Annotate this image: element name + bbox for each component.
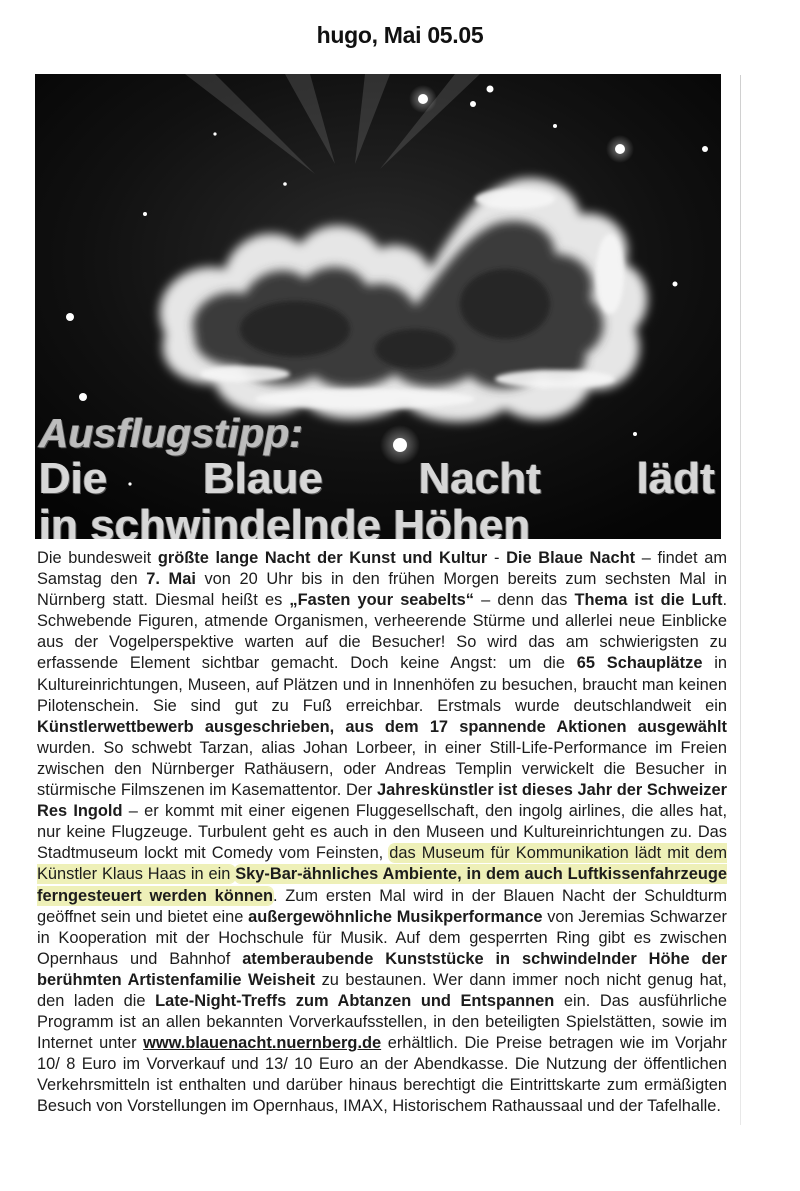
article-bold-text: Die Blaue Nacht — [506, 549, 636, 567]
article-text-run: erhältlich. Die Preise betragen wie im Vorjahr 10/ 8 Euro im Vorverkauf und 13/ 10 Euro an der Abendkasse. Die Nutzung der öffentlichen Verkehrsmitteln ist enthalten und darüber hinaus berechtigt die Eintrittskarte zum ermäßigten Besuch von Vorstellungen im Opernhaus, IMAX, Historischem Rathaussaal und der Tafelhalle. — [37, 1034, 727, 1116]
article-text-run: von 20 Uhr bis in den frühen Morgen bereits zum sechsten Mal in Nürnberg statt. Diesmal heißt es — [37, 570, 727, 610]
article-text-run: - — [487, 549, 507, 567]
article-bold-text: atemberaubende Kunststücke in schwindelnder Höhe der berühmten Artistenfamilie Weisheit — [37, 949, 727, 989]
article-paragraph — [37, 548, 727, 1118]
article-bold-text: Künstlerwettbewerb ausgeschrieben, aus dem 17 spannende Aktionen ausgewählt — [37, 717, 727, 736]
article-bold-text: größte lange Nacht der Kunst und Kultur — [157, 549, 488, 567]
article-bold-text: Thema ist die Luft — [574, 591, 723, 610]
article-bold-text: Late-Night-Treffs zum Abtanzen und Entspannen — [155, 991, 555, 1010]
highlighted-text: das Museum für Kommunikation lädt mit dem Künstler Klaus Haas in ein — [37, 844, 727, 884]
article-text-run: Die bundesweit — [37, 549, 158, 567]
article-text-run: . Zum ersten Mal wird in der Blauen Nacht der Schuldturm geöffnet sein und bietet eine — [37, 886, 727, 926]
headline-word: lädt — [636, 454, 715, 503]
article-bold-text: „Fasten your seabelts“ — [289, 591, 474, 610]
scan-border-line — [740, 75, 741, 1125]
article-text-run: wurden. So schwebt Tarzan, alias Johan Lorbeer, in einer Still-Life-Performance im Freien zwischen den Nürnberger Rathäusern, oder Andreas Templin verwickelt die Besucher in stürmische Filmszenen im Kasemattentor. Der — [37, 738, 727, 800]
article-bold-text: außergewöhnliche Musikperformance — [248, 907, 543, 926]
article-bold-text: 7. Mai — [146, 570, 196, 589]
headline-word: Blaue — [203, 454, 324, 503]
article-text-run: in Kultureinrichtungen, Museen, auf Plätzen und in Innenhöfen zu besuchen, braucht man keinen Pilotenschein. Sie sind gut zu Fuß erreichbar. Erstmals wurde deutschlandweit ein — [37, 654, 727, 715]
article-body — [37, 548, 727, 1118]
article-text-run: zu bestaunen. Wer dann immer noch nicht genug hat, den laden die — [37, 970, 727, 1010]
night-sky-cloud-photo — [35, 74, 721, 539]
highlighted-bold-text: Sky-Bar-ähnliches Ambiente, in dem auch Luftkissenfahrzeuge ferngesteuert werden können — [37, 865, 727, 905]
article-text-run: . Schwebende Figuren, atmende Organismen, verheerende Stürme und allerlei neue Einblicke aus der Vogelperspektive warten auf die Besucher! So wird das am schwierigsten zu erfassende Element sichtbar gemacht. Doch keine Angst: um die — [37, 591, 727, 673]
page-header: hugo, Mai 05.05 — [316, 22, 484, 48]
article-bold-text: Jahreskünstler ist dieses Jahr der Schweizer Res Ingold — [37, 781, 728, 821]
headline-kicker: Ausflugstipp: — [39, 410, 304, 456]
headline-line-3: in schwindelnde Höhen — [39, 501, 531, 539]
cloud-illustration — [35, 74, 721, 539]
headline-word: Die — [39, 454, 108, 503]
headline-word: Nacht — [418, 454, 542, 503]
article-text-run: ein. Das ausführliche Programm ist an allen bekannten Vorverkaufsstellen, in den beteiligten Spielstätten, sowie im Internet unter — [37, 991, 727, 1053]
article-text-run: – er kommt mit einer eigenen Fluggesellschaft, den ingolg airlines, die alles hat, nur keine Flugzeuge. Turbulent geht es auch in den Museen und Kultureinrichtungen zu. Das Stadtmuseum lockt mit Comedy vom Feinsten, — [37, 802, 727, 863]
article-bold-text: 65 Schauplätze — [576, 654, 703, 673]
article-text-run: – findet am Samstag den — [37, 549, 727, 589]
article-text-run: von Jeremias Schwarzer in Kooperation mit der Hochschule für Musik. Auf dem gesperrten Ring gibt es zwischen Opernhaus und Bahnhof — [37, 907, 727, 968]
article-text-run: – denn das — [474, 591, 575, 610]
website-link[interactable]: www.blauenacht.nuernberg.de — [143, 1034, 382, 1053]
